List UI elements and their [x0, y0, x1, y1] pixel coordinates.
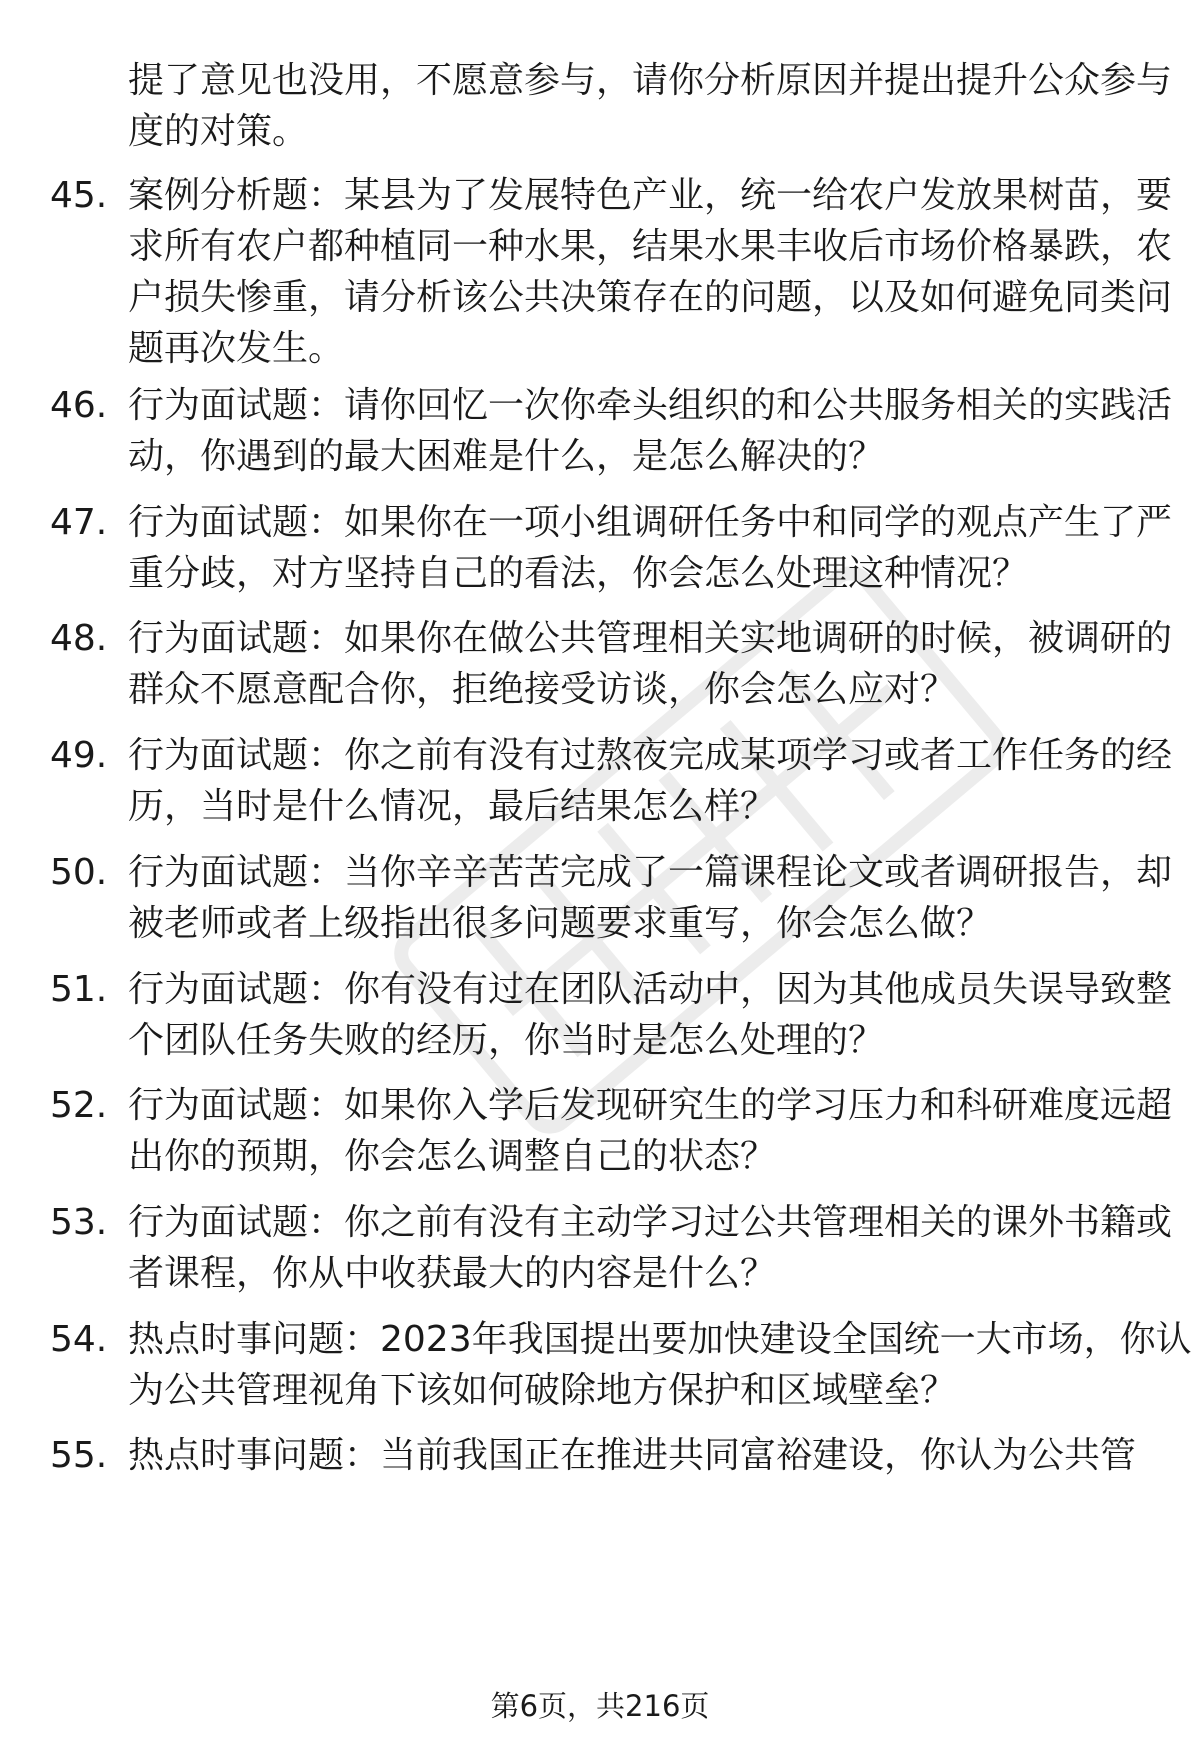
item-text: 行为面试题：如果你在做公共管理相关实地调研的时候，被调研的群众不愿意配合你，拒绝接受访谈，你会怎么应对？ — [128, 618, 1173, 710]
item-text: 案例分析题：某县为了发展特色产业，统一给农户发放果树苗，要求所有农户都种植同一种水果，结果水果丰收后市场价格暴跌，农户损失惨重，请分析该公共决策存在的问题，以及如何避免同类问题再次发生。 — [128, 175, 1173, 369]
item-number: 53. — [50, 1202, 108, 1243]
continued-text: 提了意见也没用，不愿意参与，请你分析原因并提出提升公众参与度的对策。 — [128, 60, 1173, 152]
item-number: 52. — [50, 1085, 108, 1126]
item-number: 46. — [50, 385, 108, 426]
item-number: 48. — [50, 618, 108, 659]
item-text: 行为面试题：你之前有没有主动学习过公共管理相关的课外书籍或者课程，你从中收获最大的内容是什么？ — [128, 1202, 1173, 1294]
page-footer: 第6页，共216页 — [490, 1689, 710, 1723]
item-number: 51. — [50, 969, 108, 1010]
item-text: 热点时事问题：当前我国正在推进共同富裕建设，你认为公共管 — [128, 1435, 1137, 1476]
item-number: 49. — [50, 735, 108, 776]
item-text: 行为面试题：当你辛辛苦苦完成了一篇课程论文或者调研报告，却被老师或者上级指出很多问题要求重写，你会怎么做？ — [128, 852, 1173, 944]
item-number: 47. — [50, 502, 108, 543]
item-number: 54. — [50, 1319, 108, 1360]
item-text: 行为面试题：你之前有没有过熬夜完成某项学习或者工作任务的经历，当时是什么情况，最后结果怎么样？ — [128, 735, 1173, 827]
item-text: 行为面试题：如果你在一项小组调研任务中和同学的观点产生了严重分歧，对方坚持自己的看法，你会怎么处理这种情况？ — [128, 502, 1173, 594]
item-text: 行为面试题：如果你入学后发现研究生的学习压力和科研难度远超出你的预期，你会怎么调整自己的状态？ — [128, 1085, 1173, 1177]
item-number: 45. — [50, 175, 108, 216]
item-number: 50. — [50, 852, 108, 893]
item-text: 热点时事问题：2023年我国提出要加快建设全国统一大市场，你认为公共管理视角下该如何破除地方保护和区域壁垒？ — [128, 1319, 1192, 1411]
item-text: 行为面试题：你有没有过在团队活动中，因为其他成员失误导致整个团队任务失败的经历，你当时是怎么处理的？ — [128, 969, 1173, 1061]
item-text: 行为面试题：请你回忆一次你牵头组织的和公共服务相关的实践活动，你遇到的最大困难是什么，是怎么解决的？ — [128, 385, 1173, 477]
item-number: 55. — [50, 1435, 108, 1476]
